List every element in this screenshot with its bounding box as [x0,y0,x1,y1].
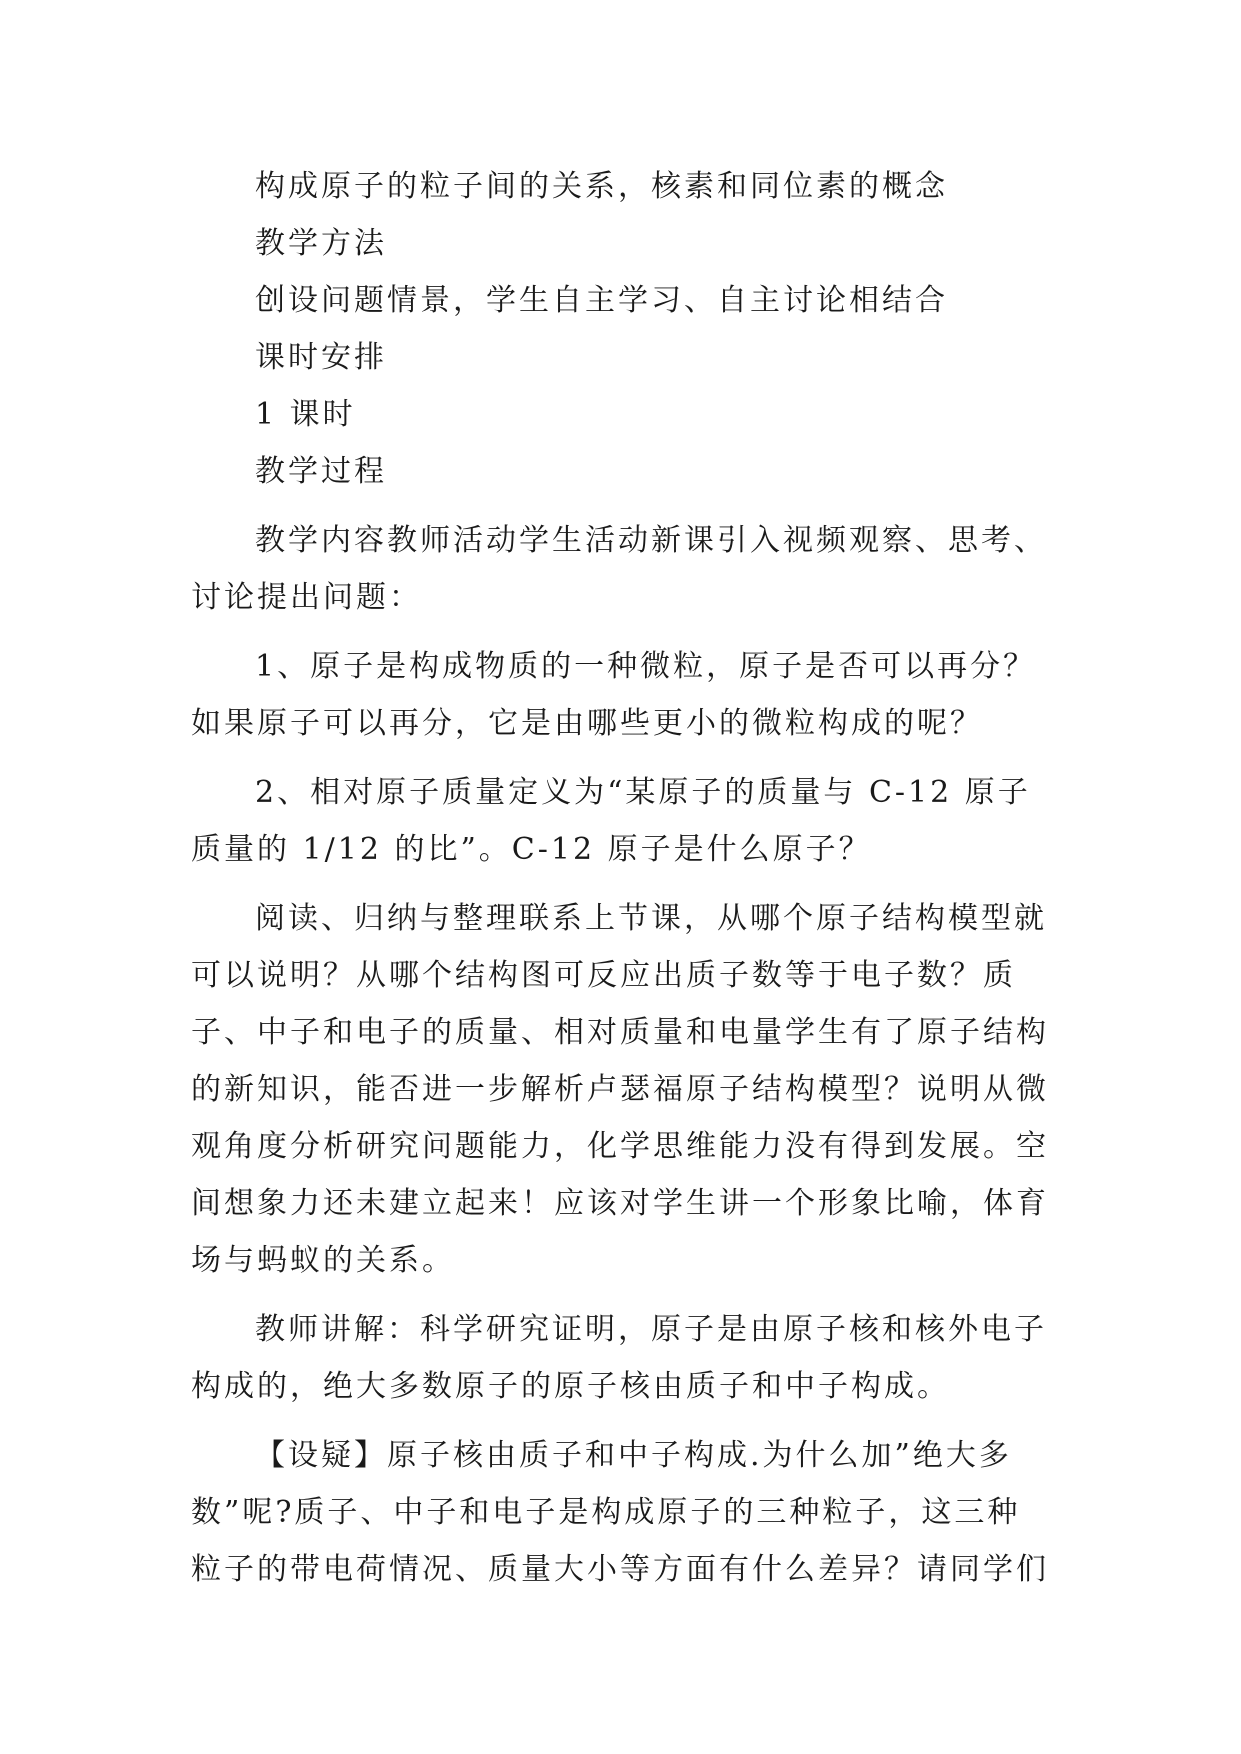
paragraph-teacher-explanation: 教师讲解：科学研究证明，原子是由原子核和核外电子构成的，绝大多数原子的原子核由质子和中子构成。 [191,1312,1047,1404]
paragraph-reading: 阅读、归纳与整理联系上节课，从哪个原子结构模型就可以说明？从哪个结构图可反应出质子数等于电子数？质子、中子和电子的质量、相对质量和电量学生有了原子结构的新知识，能否进一步解析卢瑟福原子结构模型？说明从微观角度分析研究问题能力，化学思维能力没有得到发展。空间想象力还未建立起来！应该对学生讲一个形象比喻，体育场与蚂蚁的关系。 [191,901,1049,1278]
heading-teaching-method: 教学方法 [255,226,387,261]
document-body [191,158,1051,1598]
heading-class-schedule: 课时安排 [255,340,387,375]
paragraph-question-setting: 【设疑】原子核由质子和中子构成.为什么加”绝大多数”呢?质子、中子和电子是构成原子的三种粒子，这三种粒子的带电荷情况、质量大小等方面有什么差异？请同学们 [191,1438,1049,1587]
heading-teaching-process: 教学过程 [255,454,387,489]
question-2: 2、相对原子质量定义为“某原子的质量与 C-12 原子质量的 1/12 的比”。C-12 原子是什么原子？ [191,775,1031,867]
paragraph-class-schedule: 1 课时 [255,397,356,432]
paragraph-intro: 教学内容教师活动学生活动新课引入视频观察、思考、讨论提出问题： [191,523,1047,615]
paragraph-teaching-method: 创设问题情景，学生自主学习、自主讨论相结合 [255,283,948,318]
paragraph-key-concepts: 构成原子的粒子间的关系，核素和同位素的概念 [255,169,948,204]
question-1: 1、原子是构成物质的一种微粒，原子是否可以再分？如果原子可以再分，它是由哪些更小的微粒构成的呢？ [191,649,1037,741]
